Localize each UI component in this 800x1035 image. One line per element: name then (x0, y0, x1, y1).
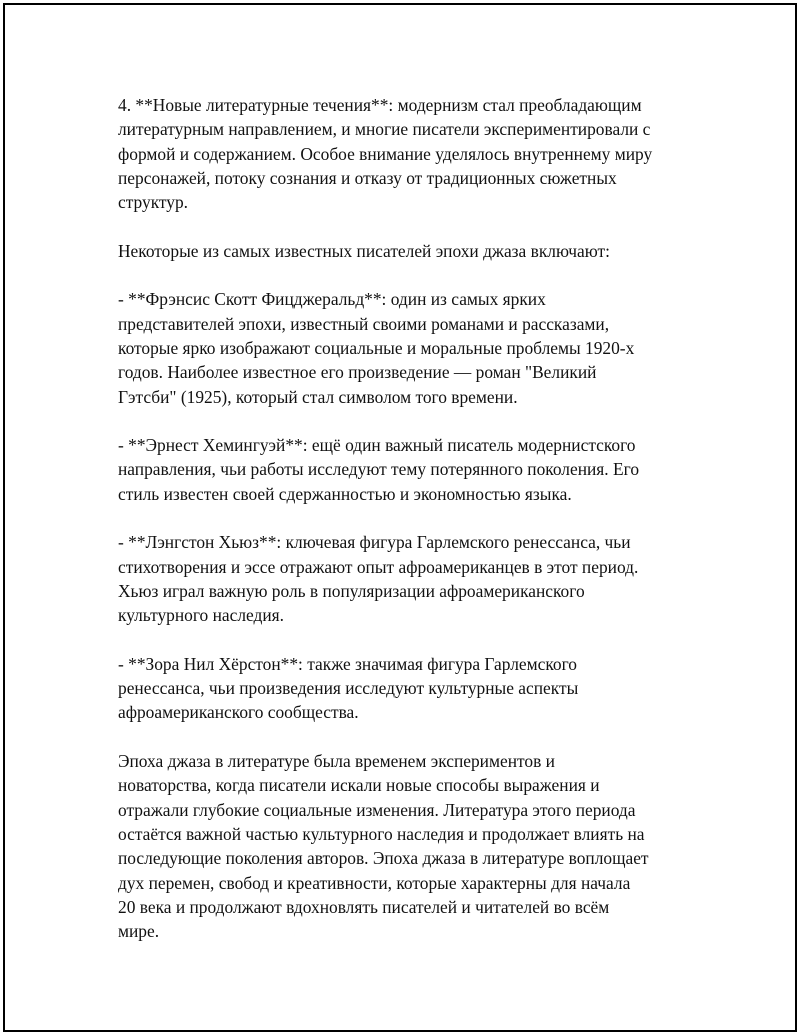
document-body (118, 93, 688, 943)
list-item-hughes: - **Лэнгстон Хьюз**: ключевая фигура Гарлемского ренессанса, чьи стихотворения и эссе отражают опыт афроамериканцев в этот период. Хьюз играл важную роль в популяризации афроамериканского культурного наследия. (118, 532, 639, 626)
list-item-hemingway: - **Эрнест Хемингуэй**: ещё один важный писатель модернистского направления, чьи работы исследуют тему потерянного поколения. Его стиль известен своей сдержанностью и экономностью языка. (118, 435, 640, 504)
list-item-fitzgerald: - **Фрэнсис Скотт Фицджеральд**: один из самых ярких представителей эпохи, известный своими романами и рассказами, которые ярко изображают социальные и моральные проблемы 1920-х годов. Наиболее известное его произведение — роман "Великий Гэтсби" (1925), который стал символом того времени. (118, 289, 635, 407)
paragraph-writers-intro: Некоторые из самых известных писателей эпохи джаза включают: (118, 240, 610, 261)
paragraph-literary-movements: 4. **Новые литературные течения**: модернизм стал преобладающим литературным направлением, и многие писатели экспериментировали с формой и содержанием. Особое внимание уделялось внутреннему миру персонажей, потоку сознания и отказу от традиционных сюжетных структур. (118, 95, 653, 213)
list-item-hurston: - **Зора Нил Хёрстон**: также значимая фигура Гарлемского ренессанса, чьи произведения исследуют культурные аспекты афроамериканского сообщества. (118, 653, 579, 723)
paragraph-conclusion: Эпоха джаза в литературе была временем экспериментов и новаторства, когда писатели искали новые способы выражения и отражали глубокие социальные изменения. Литература этого периода остаётся важной частью культурного наследия и продолжает влиять на последующие поколения авторов. Эпоха джаза в литературе воплощает дух перемен, свобод и креативности, которые характерны для начала 20 века и продолжают вдохновлять писателей и читателей во всём мире. (118, 751, 649, 942)
